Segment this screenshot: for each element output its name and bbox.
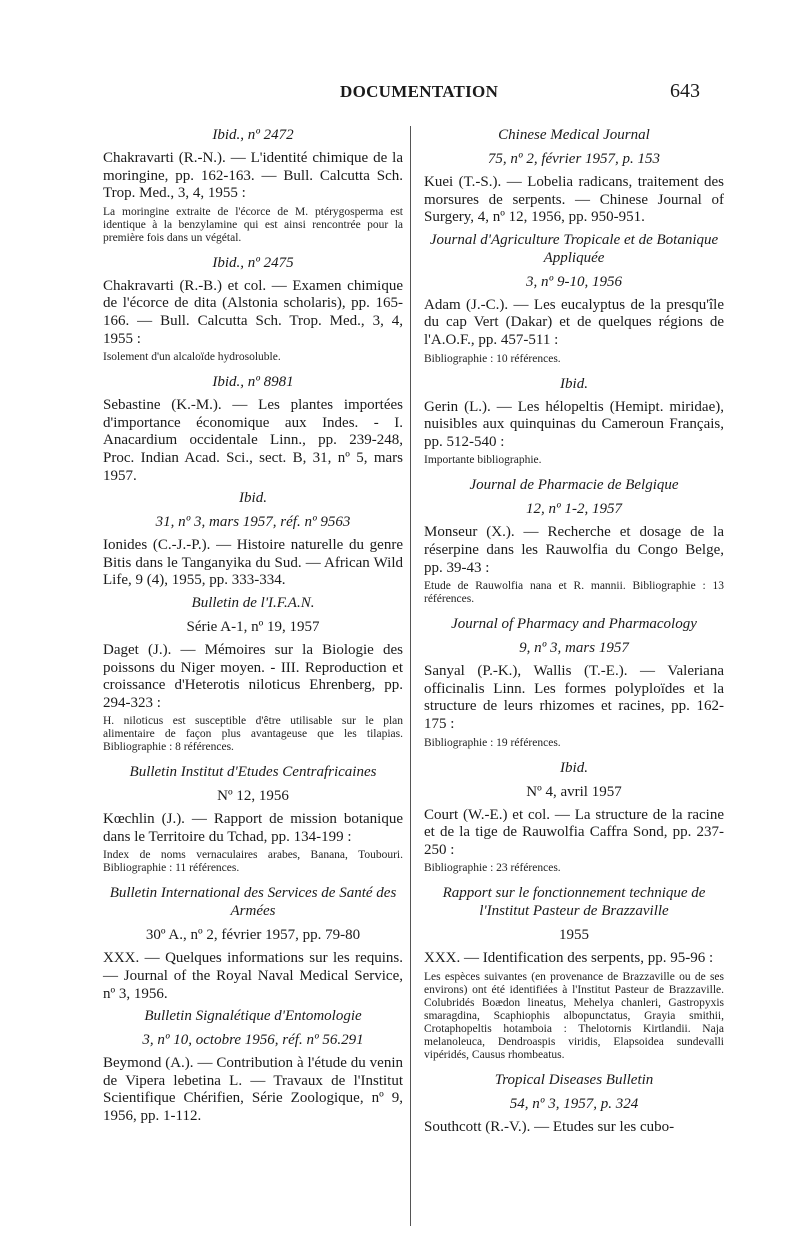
bibliographic-entry: Southcott (R.-V.). — Etudes sur les cubo- [424,1118,675,1135]
journal-heading: 75, nº 2, février 1957, p. 153 [487,151,661,167]
bibliographic-entry: Kuei (T.-S.). — Lobelia radicans, traitement des morsures de serpents. — Chinese Journal of Surgery, 4, nº 12, 1956, pp. 950-951. [424,174,724,226]
journal-heading: 9, nº 3, mars 1957 [519,640,629,657]
journal-heading: Journal de Pharmacie de Belgique [469,477,679,494]
journal-heading: Bulletin de l'I.F.A.N. [191,594,315,611]
issue-subheading: Nº 4, avril 1957 [526,783,622,800]
journal-heading: 54, nº 3, 1957, p. 324 [509,1095,639,1112]
issue-subheading: 1955 [559,927,589,944]
bibliographic-entry: Court (W.-E.) et col. — La structure de la racine et de la tige de Rauwolfia Caffra Sond, pp. 237-250 : [424,806,724,858]
entry-note: Les espèces suivantes (en provenance de Brazzaville ou de ses environs) ont été identifiées à l'Institut Pasteur de Brazzaville. Colubridés Boædon lineatus, Mehelya chanleri, Gastropyxis smaragdina, Scaphiophis albopunctatus, Grayia smithii, Crotaphopeltis hotamboia : Thelotornis Kirtlandii. Naja melanoleuca, Dendroaspis viridis, Elapsoidea sundevalli vipéridés, Causus rhombeatus. [424,970,724,1061]
entry-note: Bibliographie : 10 références. [424,352,561,365]
issue-subheading: Série A-1, nº 19, 1957 [186,618,320,635]
journal-heading: Bulletin Institut d'Etudes Centrafricaines [129,764,377,781]
journal-heading: 3, nº 9-10, 1956 [526,273,622,290]
entry-note: Importante bibliographie. [424,454,542,467]
journal-heading: 31, nº 3, mars 1957, réf. nº 9563 [155,514,351,531]
journal-heading: Ibid., nº 2475 [212,254,294,271]
journal-heading: Ibid. [560,759,588,776]
page-number: 643 [670,80,700,102]
journal-heading: Rapport sur le fonctionnement technique de l'Institut Pasteur de Brazzaville [442,885,706,920]
journal-heading: Tropical Diseases Bulletin [494,1071,654,1088]
bibliographic-entry: Adam (J.-C.). — Les eucalyptus de la presqu'île du cap Vert (Dakar) et de quelques régions de l'A.O.F., pp. 457-511 : [424,296,724,348]
journal-heading: Journal of Pharmacy and Pharmacology [451,616,697,633]
journal-heading: Chinese Medical Journal [498,127,650,143]
entry-note: Etude de Rauwolfia nana et R. mannii. Bibliographie : 13 références. [424,580,724,606]
bibliographic-entry: XXX. — Quelques informations sur les requins. — Journal of the Royal Naval Medical Service, nº 3, 1956. [103,950,403,1002]
bibliographic-entry: Chakravarti (R.-N.). — L'identité chimique de la moringine, pp. 162-163. — Bull. Calcutta Sch. Trop. Med., 3, 4, 1955 : [103,150,403,202]
journal-heading: Ibid., nº 2472 [212,127,294,143]
entry-note: Bibliographie : 23 références. [424,862,561,875]
journal-heading: Bulletin Signalétique d'Entomologie [144,1008,362,1025]
bibliographic-entry: Gerin (L.). — Les hélopeltis (Hemipt. miridae), nuisibles aux quinquinas du Cameroun Français, pp. 512-540 : [424,398,724,450]
right-column [424,122,724,1139]
entry-note: Index de noms vernaculaires arabes, Banana, Toubouri. Bibliographie : 11 références. [103,849,403,875]
entry-note: Bibliographie : 19 références. [424,736,561,749]
entry-note: H. niloticus est susceptible d'être utilisable sur le plan alimentaire de façon plus avantageuse que les tilapias. Bibliographie : 8 références. [103,715,403,754]
bibliographic-entry: Daget (J.). — Mémoires sur la Biologie des poissons du Niger moyen. - III. Reproduction et croissance d'Heterotis niloticus Ehrenberg, pp. 294-323 : [103,641,403,711]
journal-heading: Journal d'Agriculture Tropicale et de Botanique Appliquée [429,231,719,266]
journal-heading: Ibid. [560,375,588,392]
entry-note: La moringine extraite de l'écorce de M. ptérygosperma est identique à la benzylamine qui est ainsi rencontrée pour la première fois dans un végétal. [103,205,403,244]
bibliographic-entry: Ionides (C.-J.-P.). — Histoire naturelle du genre Bitis dans le Tanganyika du Sud. — African Wild Life, 9 (4), 1955, pp. 333-334. [103,537,403,589]
issue-subheading: 30º A., nº 2, février 1957, pp. 79-80 [145,927,361,944]
bibliographic-entry: Chakravarti (R.-B.) et col. — Examen chimique de l'écorce de dita (Alstonia scholaris), pp. 165-166. — Bull. Calcutta Sch. Trop. Med., 3, 4, 1955 : [103,277,403,347]
issue-subheading: Nº 12, 1956 [217,788,289,805]
journal-heading: 3, nº 10, octobre 1956, réf. nº 56.291 [142,1032,364,1049]
left-column [103,122,403,1129]
journal-heading: Ibid. [239,490,267,507]
journal-heading: 12, nº 1-2, 1957 [526,501,622,518]
journal-heading: Bulletin International des Services de Santé des Armées [109,885,397,920]
bibliographic-entry: Monseur (X.). — Recherche et dosage de la réserpine dans les Rauwolfia du Congo Belge, pp. 39-43 : [424,524,724,576]
bibliographic-entry: Sanyal (P.-K.), Wallis (T.-E.). — Valeriana officinalis Linn. Les formes polyploïdes et la structure de leurs rhizomes et racines, pp. 162-175 : [424,663,724,732]
journal-heading: Ibid., nº 8981 [212,374,294,391]
bibliographic-entry: Kœchlin (J.). — Rapport de mission botanique dans le Territoire du Tchad, pp. 134-199 : [103,811,403,845]
column-divider [410,126,411,1226]
bibliographic-entry: Sebastine (K.-M.). — Les plantes importées d'importance économique aux Indes. - I. Anacardium occidentale Linn., pp. 239-248, Proc. Indian Acad. Sci., sect. B, 31, nº 5, mars 1957. [103,397,403,484]
entry-note: Isolement d'un alcaloïde hydrosoluble. [103,351,281,364]
page-header [0,82,800,108]
bibliographic-entry: XXX. — Identification des serpents, pp. 95-96 : [424,950,714,967]
running-title: DOCUMENTATION [340,82,499,101]
bibliographic-entry: Beymond (A.). — Contribution à l'étude du venin de Vipera lebetina L. — Travaux de l'Institut Scientifique Chérifien, Série Zoologique, nº 9, 1956, pp. 1-112. [103,1055,403,1125]
